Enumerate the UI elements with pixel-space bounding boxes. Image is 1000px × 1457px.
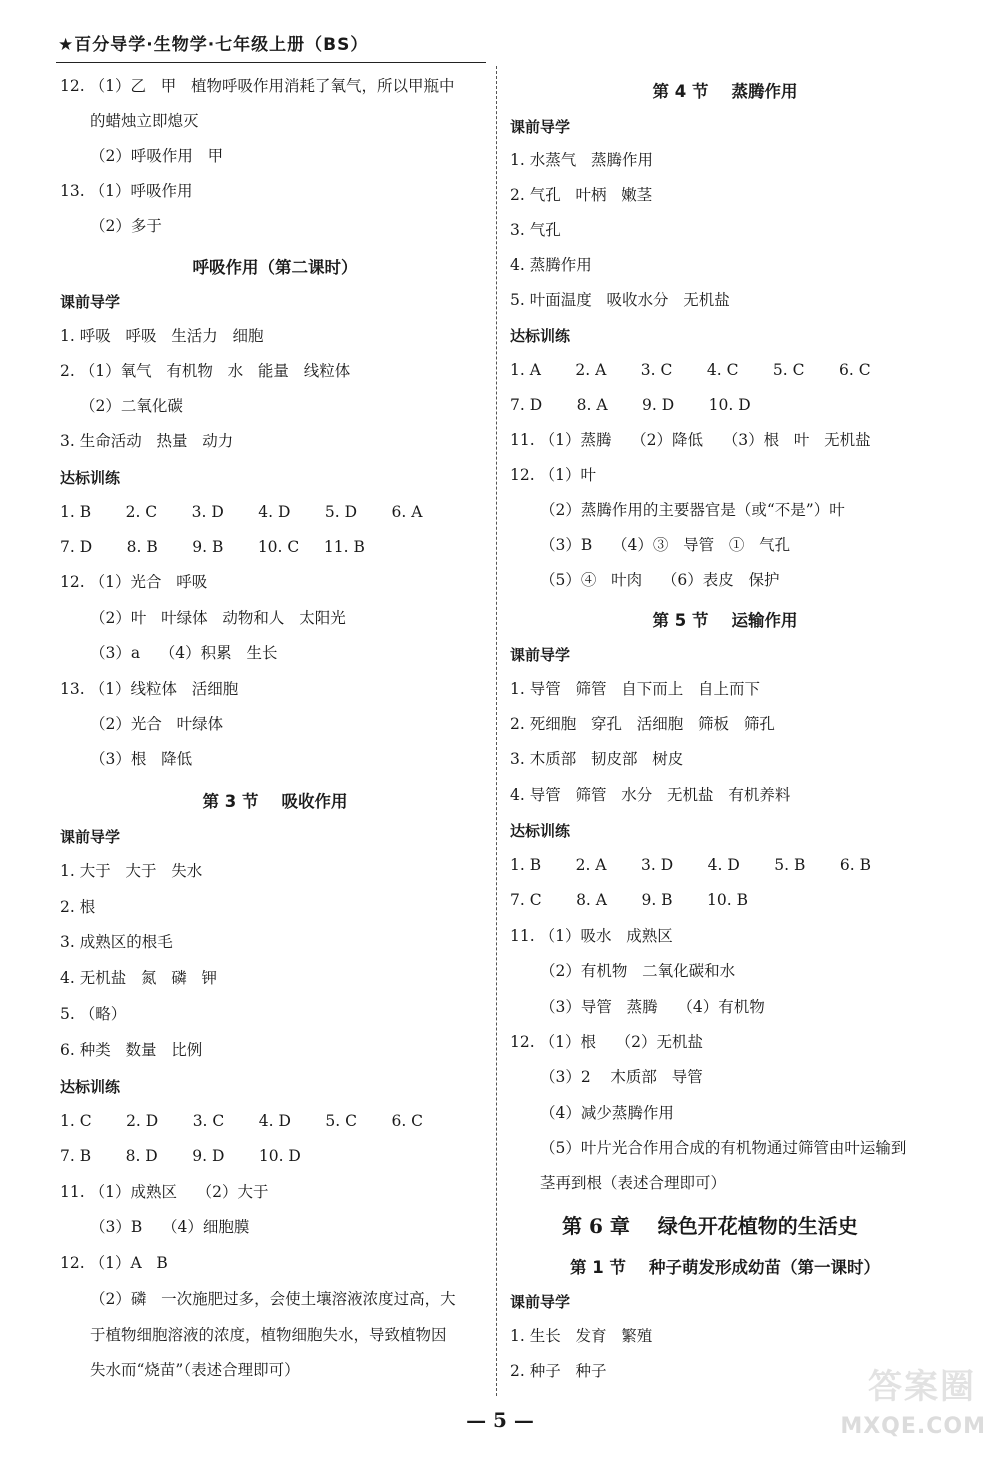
answer-line: 茎再到根（表述合理即可） [540,1174,727,1192]
answer-line: （3）B （4）③ 导管 ① 气孔 [540,536,791,554]
answer-line: 7. B 8. D 9. D 10. D [60,1147,301,1165]
answer-line: （2）多于 [90,217,162,235]
subheading-preview: 课前导学 [510,646,571,664]
column-divider [496,66,497,1396]
answer-line: 3. 成熟区的根毛 [60,933,173,951]
answer-line: 12. （1）叶 [510,466,596,484]
subheading-preview: 课前导学 [60,293,121,311]
answer-line: 1. C 2. D 3. C 4. D 5. C 6. C [60,1112,424,1130]
answer-line: 12. （1）根 （2）无机盐 [510,1033,704,1051]
answer-line: 3. 气孔 [510,221,561,239]
answer-line: 1. A 2. A 3. C 4. C 5. C 6. C [510,361,871,379]
answer-line: 1. 生长 发育 繁殖 [510,1327,653,1345]
answer-line: 5. （略） [60,1005,127,1023]
subheading-preview: 课前导学 [60,828,121,846]
answer-line: 11. （1）吸水 成熟区 [510,927,673,945]
answer-line: （2）二氧化碳 [80,397,183,415]
subheading-training: 达标训练 [510,822,571,840]
answer-line: 7. D 8. A 9. D 10. D [510,396,751,414]
answer-line: （2）呼吸作用 甲 [90,147,224,165]
watermark-title: 答案圈 [868,1367,976,1407]
section-title-germination: 第 1 节 种子萌发形成幼苗（第一课时） [570,1258,880,1277]
answer-line: 失水而“烧苗”（表述合理即可） [90,1361,300,1379]
answer-line: 13. （1）呼吸作用 [60,182,193,200]
answer-line: 1. B 2. C 3. D 4. D 5. D 6. A [60,503,423,521]
subheading-preview: 课前导学 [510,118,571,136]
answer-line: 13. （1）线粒体 活细胞 [60,680,239,698]
answer-line: （3）a （4）积累 生长 [90,644,278,662]
answer-line: （5）④ 叶肉 （6）表皮 保护 [540,571,780,589]
answer-line: （3）根 降低 [90,750,193,768]
answer-line: 1. 呼吸 呼吸 生活力 细胞 [60,327,264,345]
answer-line: 2. 死细胞 穿孔 活细胞 筛板 筛孔 [510,715,775,733]
answer-line: （2）叶 叶绿体 动物和人 太阳光 [90,609,346,627]
answer-line: 6. 种类 数量 比例 [60,1041,203,1059]
answer-line: 于植物细胞溶液的浓度，植物细胞失水，导致植物因 [90,1326,447,1344]
answer-line: 4. 蒸腾作用 [510,256,592,274]
answer-line: （2）有机物 二氧化碳和水 [540,962,736,980]
answer-line: 4. 无机盐 氮 磷 钾 [60,969,218,987]
answer-line: 12. （1）光合 呼吸 [60,573,208,591]
answer-line: 1. 水蒸气 蒸腾作用 [510,151,653,169]
section-title-absorption: 第 3 节 吸收作用 [202,792,348,811]
section-title-respiration-2: 呼吸作用（第二课时） [192,258,358,277]
answer-line: 的蜡烛立即熄灭 [90,112,199,130]
answer-line: （5）叶片光合作用合成的有机物通过筛管由叶运输到 [540,1139,907,1157]
answer-line: 1. 导管 筛管 自下而上 自上而下 [510,680,761,698]
watermark-url: MXQE.COM [840,1414,986,1439]
answer-line: 7. D 8. B 9. B 10. C 11. B [60,538,365,556]
answer-line: 12. （1）A B [60,1254,168,1272]
section-title-transpiration: 第 4 节 蒸腾作用 [652,82,798,101]
answer-line: 11. （1）蒸腾 （2）降低 （3）根 叶 无机盐 [510,431,871,449]
subheading-training: 达标训练 [60,1078,121,1096]
answer-line: 2. 气孔 叶柄 嫩茎 [510,186,653,204]
answer-line: 2. （1）氧气 有机物 水 能量 线粒体 [60,362,351,380]
subheading-preview: 课前导学 [510,1293,571,1311]
answer-line: （3）B （4）细胞膜 [90,1218,250,1236]
answer-line: （2）磷 一次施肥过多，会使土壤溶液浓度过高，大 [90,1290,456,1308]
answer-line: （3）2 木质部 导管 [540,1068,703,1086]
answer-line: 3. 木质部 韧皮部 树皮 [510,750,684,768]
answer-line: 1. B 2. A 3. D 4. D 5. B 6. B [510,856,871,874]
answer-line: 12. （1）乙 甲 植物呼吸作用消耗了氧气，所以甲瓶中 [60,77,455,95]
answer-line: 2. 种子 种子 [510,1362,607,1380]
answer-line: （2）光合 叶绿体 [90,715,224,733]
subheading-training: 达标训练 [510,327,571,345]
answer-line: 4. 导管 筛管 水分 无机盐 有机养料 [510,786,791,804]
header-rule [56,62,486,63]
chapter-title: 第 6 章 绿色开花植物的生活史 [562,1214,858,1238]
answer-line: 11. （1）成熟区 （2）大于 [60,1183,269,1201]
answer-line: 7. C 8. A 9. B 10. B [510,891,749,909]
watermark [836,1359,986,1439]
answer-line: 1. 大于 大于 失水 [60,862,203,880]
answer-line: 5. 叶面温度 吸收水分 无机盐 [510,291,730,309]
answer-line: 2. 根 [60,898,96,916]
answer-line: （4）减少蒸腾作用 [540,1104,674,1122]
running-header: ★百分导学·生物学·七年级上册（BS） [58,35,369,55]
answer-line: （3）导管 蒸腾 （4）有机物 [540,998,765,1016]
subheading-training: 达标训练 [60,469,121,487]
section-title-transport: 第 5 节 运输作用 [652,611,798,630]
answer-line: （2）蒸腾作用的主要器官是（或“不是”）叶 [540,501,845,519]
answer-line: 3. 生命活动 热量 动力 [60,432,234,450]
page-number: — 5 — [466,1408,534,1432]
